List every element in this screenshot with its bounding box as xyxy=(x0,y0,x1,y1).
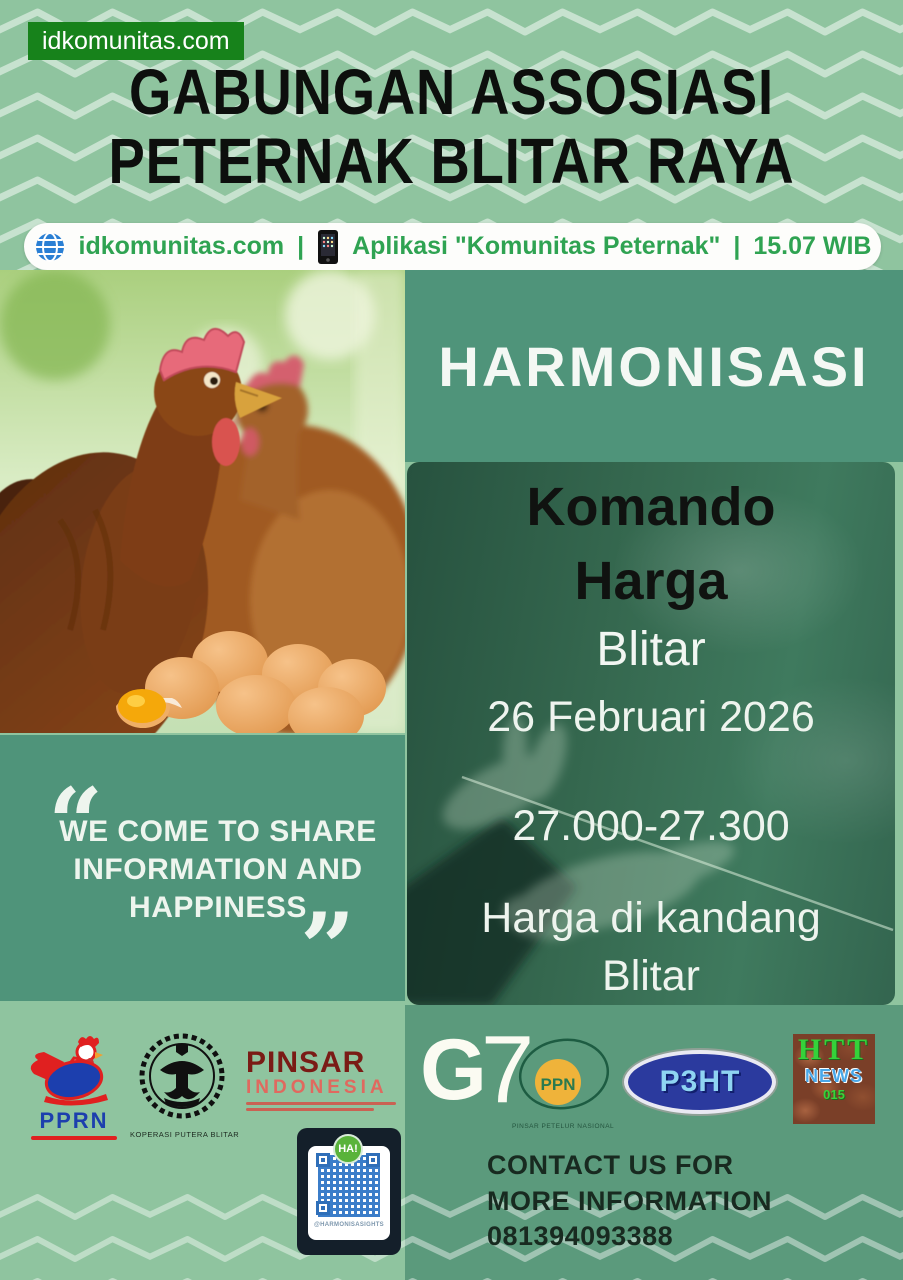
htt-line: HTT xyxy=(797,1034,871,1066)
ppn-sub: PINSAR PETELUR NASIONAL xyxy=(512,1123,615,1130)
qr-card xyxy=(297,1128,401,1255)
qr-handle: @HARMONISASIGHTS xyxy=(314,1222,384,1228)
date-line: 26 Februari 2026 xyxy=(487,693,815,741)
ppn-logo xyxy=(512,1036,614,1130)
pinsar-sub: INDONESIA xyxy=(246,1077,388,1098)
info-time: 15.07 WIB xyxy=(753,232,872,260)
hens-photo xyxy=(0,270,405,733)
price-panel xyxy=(407,462,895,1005)
komando-line: Komando xyxy=(526,477,776,537)
info-website: idkomunitas.com xyxy=(78,232,285,260)
qr-finder-top-right xyxy=(366,1153,380,1167)
pprn-label: PPRN xyxy=(39,1108,109,1133)
contact-block xyxy=(487,1148,772,1255)
info-separator-2: | xyxy=(733,232,741,260)
harmonisasi-band xyxy=(405,270,903,462)
globe-icon xyxy=(34,231,66,263)
quote-line-1: WE COME TO SHARE xyxy=(59,815,377,848)
p3ht-text: P3HT xyxy=(659,1065,741,1098)
qr-finder-bottom-left xyxy=(316,1201,330,1215)
pinsar-name: PINSAR xyxy=(246,1046,366,1079)
info-separator-1: | xyxy=(297,232,305,260)
price-note-2: Blitar xyxy=(602,952,700,1000)
location-line: Blitar xyxy=(596,623,706,676)
koperasi-putera-blitar-logo xyxy=(130,1032,240,1139)
pinsar-logo xyxy=(238,1048,390,1111)
title-line-2: PETERNAK BLITAR RAYA xyxy=(108,125,795,198)
p3ht-logo xyxy=(624,1050,776,1114)
harmonisasi-heading: HARMONISASI xyxy=(438,334,870,398)
close-quote-icon: ” xyxy=(300,892,356,1005)
contact-phone: 081394093388 xyxy=(487,1221,674,1252)
htt-news-logo xyxy=(793,1034,875,1124)
koperasi-label: KOPERASI PUTERA BLITAR xyxy=(130,1130,240,1139)
quote-line-3: HAPPINESS xyxy=(129,890,307,924)
htt-number-line: 015 xyxy=(823,1086,845,1102)
pinsar-tagline-bars xyxy=(246,1102,396,1111)
contact-line-2: MORE INFORMATION xyxy=(487,1185,772,1216)
website-badge: idkomunitas.com xyxy=(28,22,244,60)
harga-line: Harga xyxy=(574,551,728,611)
qr-finder-top-left xyxy=(316,1153,330,1167)
page-title xyxy=(68,58,836,196)
smartphone-icon xyxy=(317,229,339,265)
info-bar xyxy=(24,223,881,270)
quote-panel xyxy=(0,735,405,1005)
quote-line-2: INFORMATION AND xyxy=(73,852,363,886)
pprn-tagline-bar xyxy=(31,1136,117,1140)
price-range: 27.000-27.300 xyxy=(512,802,790,850)
g7-letter-g: G xyxy=(420,1022,487,1118)
htt-news-line: NEWS xyxy=(805,1065,863,1086)
g7-digit-7: 7 xyxy=(480,1016,535,1123)
title-line-1: GABUNGAN ASSOSIASI xyxy=(129,56,774,128)
info-app-label: Aplikasi "Komunitas Peternak" xyxy=(352,232,721,260)
contact-line-1: CONTACT US FOR xyxy=(487,1150,734,1180)
open-quote-icon: “ xyxy=(48,767,104,880)
ha-sticker: HA! xyxy=(333,1134,363,1164)
ppn-text: PPN xyxy=(540,1075,576,1094)
price-note-1: Harga di kandang xyxy=(481,894,821,942)
pprn-logo xyxy=(24,1036,124,1140)
